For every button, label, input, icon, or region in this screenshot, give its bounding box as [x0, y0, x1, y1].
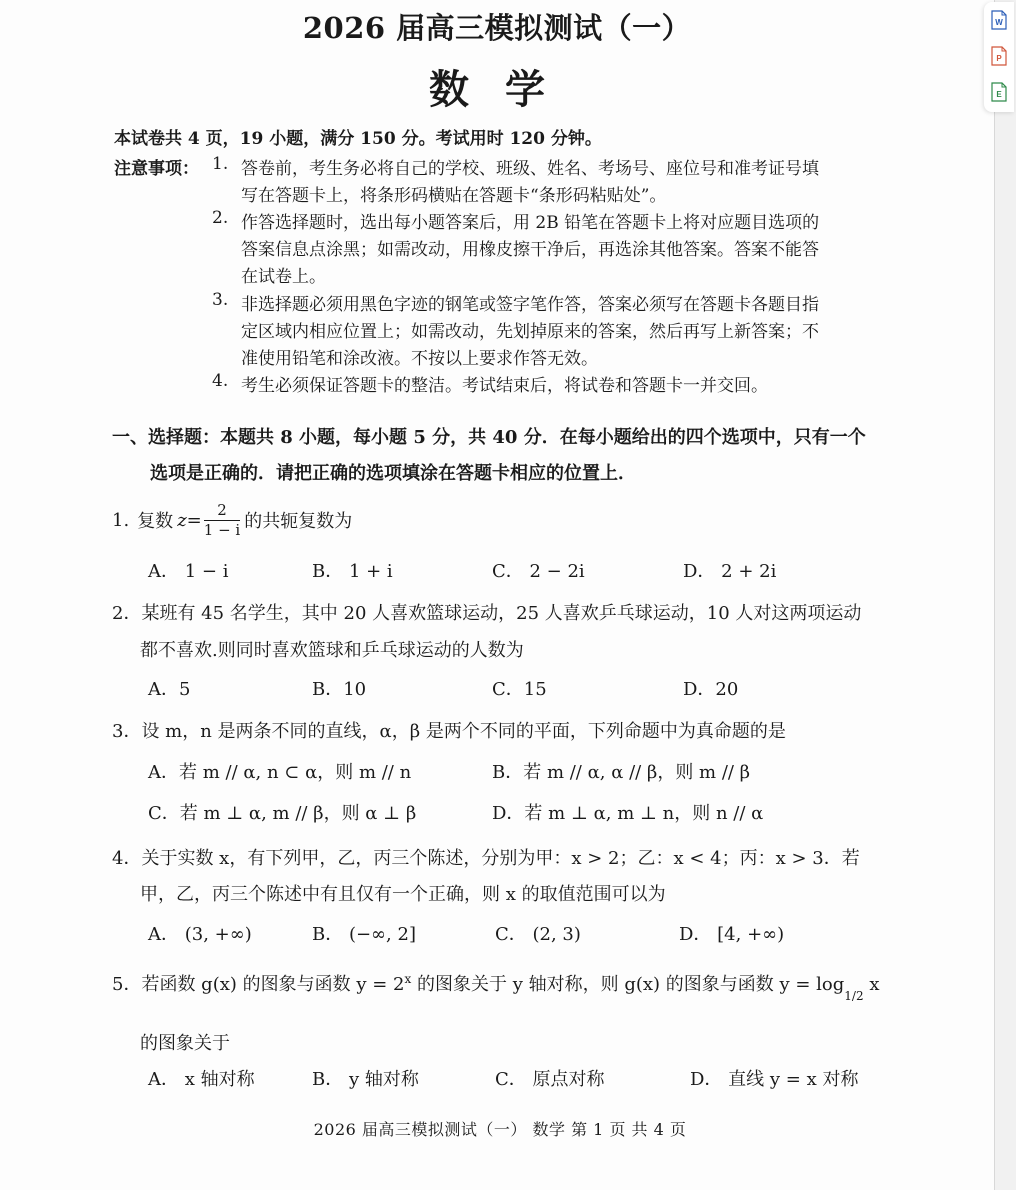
page-footer: 2026 届高三模拟测试（一） 数学 第 1 页 共 4 页 [313, 1120, 687, 1139]
svg-text:P: P [996, 54, 1002, 63]
question-2-cont: 都不喜欢.则同时喜欢篮球和乒乓球运动的人数为 [140, 640, 524, 661]
notes-label: 注意事项： [114, 159, 199, 179]
option-b: B． y 轴对称 [312, 1069, 419, 1090]
exponent: x [404, 972, 412, 986]
option-c: C．15 [492, 679, 547, 700]
log-base: 1/2 [844, 989, 864, 1003]
question-5-cont: 的图象关于 [140, 1033, 230, 1054]
fraction-numerator: 2 [204, 503, 240, 521]
option-d: D．若 m ⊥ α, m ⊥ n，则 n // α [492, 803, 764, 824]
note-line: 写在答题卡上，将条形码横贴在答题卡“条形码粘贴处”。 [241, 186, 667, 206]
exam-intro: 本试卷共 4 页，19 小题，满分 150 分。考试用时 120 分钟。 [114, 129, 602, 149]
subject-title: 数学 [429, 66, 581, 113]
note-line: 定区域内相应位置上；如需改动，先划掉原来的答案，然后再写上新答案；不 [241, 322, 819, 342]
note-number: 3. [212, 290, 229, 310]
question-2: 2．某班有 45 名学生，其中 20 人喜欢篮球运动，25 人喜欢乒乓球运动，10 人对这两项运动 [112, 603, 862, 624]
note-line: 作答选择题时，选出每小题答案后，用 2B 铅笔在答题卡上将对应题目选项的 [241, 213, 820, 233]
option-c: C． 原点对称 [495, 1069, 605, 1090]
option-c: C．若 m ⊥ α, m // β，则 α ⊥ β [148, 803, 417, 824]
ppt-icon[interactable] [991, 46, 1007, 66]
question-1 [112, 500, 352, 540]
fraction [203, 500, 241, 539]
note-line: 答卷前，考生务必将自己的学校、班级、姓名、考场号、座位号和准考证号填 [241, 159, 819, 179]
option-a: A． (3, +∞) [148, 924, 252, 945]
note-line: 答案信息点涂黑；如需改动，用橡皮擦干净后，再选涂其他答案。答案不能答 [241, 240, 819, 260]
side-toolbar [984, 2, 1014, 112]
word-icon[interactable] [991, 10, 1007, 30]
note-number: 1. [212, 154, 229, 174]
question-text: x [863, 974, 880, 995]
question-text: 的图象关于 y 轴对称，则 g(x) 的图象与函数 y = log [411, 974, 845, 995]
section-heading-cont: 选项是正确的．请把正确的选项填涂在答题卡相应的位置上． [150, 463, 636, 484]
question-text: 5．若函数 g(x) 的图象与函数 y = 2 [112, 974, 405, 995]
question-text: 的共轭复数为 [244, 511, 353, 532]
option-d: D． 2 + 2i [683, 561, 777, 582]
svg-text:E: E [996, 90, 1002, 99]
option-a: A． x 轴对称 [148, 1069, 255, 1090]
excel-icon[interactable] [991, 82, 1007, 102]
option-d: D． 直线 y = x 对称 [690, 1069, 859, 1090]
option-b: B． 1 + i [312, 561, 393, 582]
option-c: C． 2 − 2i [492, 561, 585, 582]
option-a: A． 1 − i [148, 561, 229, 582]
svg-text:W: W [995, 18, 1003, 27]
note-number: 4. [212, 371, 229, 391]
page-title: 2026 届高三模拟测试（一） [302, 11, 692, 45]
option-d: D． [4, +∞) [679, 924, 785, 945]
fraction-denominator: 1 − i [203, 520, 241, 539]
note-number: 2. [212, 208, 229, 228]
note-line: 准使用铅笔和涂改液。不按以上要求作答无效。 [241, 349, 598, 369]
option-b: B． (−∞, 2] [312, 924, 416, 945]
option-b: B．10 [312, 679, 367, 700]
option-d: D．20 [683, 679, 739, 700]
section-heading: 一、选择题：本题共 8 小题，每小题 5 分，共 40 分．在每小题给出的四个选项中，只有一个 [112, 427, 866, 448]
note-line: 在试卷上。 [241, 267, 326, 287]
question-4-cont: 甲，乙，丙三个陈述中有且仅有一个正确，则 x 的取值范围可以为 [140, 884, 666, 905]
note-line: 非选择题必须用黑色字迹的钢笔或签字笔作答，答案必须写在答题卡各题目指 [241, 295, 819, 315]
note-line: 考生必须保证答题卡的整洁。考试结束后，将试卷和答题卡一并交回。 [241, 376, 768, 396]
variable: z [177, 509, 187, 531]
option-a: A．若 m // α, n ⊂ α，则 m // n [148, 762, 412, 783]
option-a: A．5 [148, 679, 191, 700]
question-5 [112, 970, 879, 1003]
question-text: 复数 [137, 511, 174, 532]
option-c: C． (2, 3) [495, 924, 581, 945]
question-number: 1. [112, 509, 130, 531]
option-b: B．若 m // α, α // β，则 m // β [492, 762, 751, 783]
question-4: 4．关于实数 x，有下列甲，乙，丙三个陈述，分别为甲：x > 2；乙：x < 4；丙：x > 3．若 [112, 848, 860, 869]
question-3: 3．设 m，n 是两条不同的直线，α，β 是两个不同的平面，下列命题中为真命题的是 [112, 721, 786, 742]
equals-sign: = [186, 509, 202, 531]
